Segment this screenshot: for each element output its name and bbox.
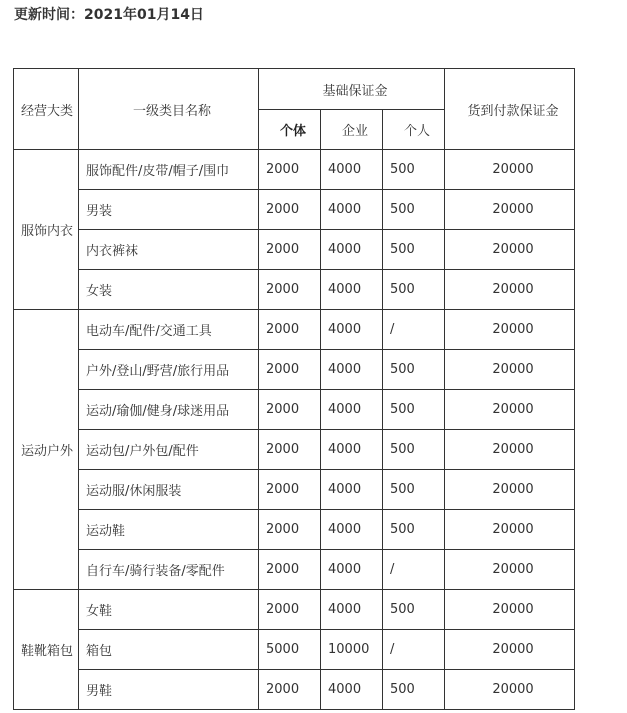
- category-name-cell: 女鞋: [79, 590, 259, 630]
- qiye-deposit-cell: 4000: [321, 310, 383, 350]
- qiye-deposit-cell: 4000: [321, 270, 383, 310]
- table-row: [14, 230, 575, 270]
- geti-deposit-cell: 2000: [259, 190, 321, 230]
- category-name-cell: 自行车/骑行装备/零配件: [79, 550, 259, 590]
- header-cod-deposit: 货到付款保证金: [445, 69, 575, 150]
- geren-deposit-cell: 500: [383, 350, 445, 390]
- cod-deposit-cell: 20000: [445, 430, 575, 470]
- geti-deposit-cell: 2000: [259, 550, 321, 590]
- cod-deposit-cell: 20000: [445, 630, 575, 670]
- table-row: [14, 670, 575, 710]
- cod-deposit-cell: 20000: [445, 190, 575, 230]
- header-qiye: 企业: [321, 110, 383, 150]
- cod-deposit-cell: 20000: [445, 390, 575, 430]
- geti-deposit-cell: 2000: [259, 430, 321, 470]
- header-geren: 个人: [383, 110, 445, 150]
- category-cell: 鞋靴箱包: [14, 590, 79, 710]
- geren-deposit-cell: 500: [383, 430, 445, 470]
- qiye-deposit-cell: 4000: [321, 150, 383, 190]
- cod-deposit-cell: 20000: [445, 230, 575, 270]
- table-row: [14, 390, 575, 430]
- geren-deposit-cell: 500: [383, 190, 445, 230]
- geti-deposit-cell: 2000: [259, 510, 321, 550]
- category-name-cell: 运动鞋: [79, 510, 259, 550]
- geti-deposit-cell: 2000: [259, 390, 321, 430]
- category-name-cell: 运动/瑜伽/健身/球迷用品: [79, 390, 259, 430]
- table-row: [14, 630, 575, 670]
- header-base-deposit: 基础保证金: [259, 69, 445, 110]
- cod-deposit-cell: 20000: [445, 510, 575, 550]
- qiye-deposit-cell: 4000: [321, 230, 383, 270]
- qiye-deposit-cell: 4000: [321, 430, 383, 470]
- geren-deposit-cell: 500: [383, 150, 445, 190]
- cod-deposit-cell: 20000: [445, 270, 575, 310]
- cod-deposit-cell: 20000: [445, 150, 575, 190]
- category-name-cell: 运动包/户外包/配件: [79, 430, 259, 470]
- table-row: [14, 310, 575, 350]
- category-cell: 运动户外: [14, 310, 79, 590]
- table-row: [14, 350, 575, 390]
- category-cell: 服饰内衣: [14, 150, 79, 310]
- header-geti: 个体: [259, 110, 321, 150]
- geren-deposit-cell: 500: [383, 670, 445, 710]
- category-name-cell: 男装: [79, 190, 259, 230]
- table-row: [14, 190, 575, 230]
- update-time: 更新时间：2021年01月14日: [14, 7, 204, 23]
- geti-deposit-cell: 5000: [259, 630, 321, 670]
- category-name-cell: 内衣裤袜: [79, 230, 259, 270]
- geti-deposit-cell: 2000: [259, 230, 321, 270]
- geti-deposit-cell: 2000: [259, 470, 321, 510]
- header-category: 经营大类: [14, 69, 79, 150]
- qiye-deposit-cell: 4000: [321, 190, 383, 230]
- table-row: [14, 550, 575, 590]
- table-row: [14, 470, 575, 510]
- geti-deposit-cell: 2000: [259, 670, 321, 710]
- category-name-cell: 运动服/休闲服装: [79, 470, 259, 510]
- geren-deposit-cell: 500: [383, 230, 445, 270]
- category-name-cell: 女装: [79, 270, 259, 310]
- category-name-cell: 箱包: [79, 630, 259, 670]
- deposit-table: [13, 68, 575, 710]
- category-name-cell: 电动车/配件/交通工具: [79, 310, 259, 350]
- geren-deposit-cell: 500: [383, 510, 445, 550]
- qiye-deposit-cell: 10000: [321, 630, 383, 670]
- geti-deposit-cell: 2000: [259, 590, 321, 630]
- category-name-cell: 户外/登山/野营/旅行用品: [79, 350, 259, 390]
- qiye-deposit-cell: 4000: [321, 390, 383, 430]
- qiye-deposit-cell: 4000: [321, 670, 383, 710]
- cod-deposit-cell: 20000: [445, 550, 575, 590]
- cod-deposit-cell: 20000: [445, 350, 575, 390]
- cod-deposit-cell: 20000: [445, 310, 575, 350]
- qiye-deposit-cell: 4000: [321, 470, 383, 510]
- table-row: [14, 430, 575, 470]
- header-row: [14, 69, 575, 110]
- cod-deposit-cell: 20000: [445, 470, 575, 510]
- cod-deposit-cell: 20000: [445, 670, 575, 710]
- table-row: [14, 590, 575, 630]
- table-row: [14, 150, 575, 190]
- table-row: [14, 270, 575, 310]
- geren-deposit-cell: /: [383, 550, 445, 590]
- qiye-deposit-cell: 4000: [321, 510, 383, 550]
- geren-deposit-cell: /: [383, 310, 445, 350]
- qiye-deposit-cell: 4000: [321, 350, 383, 390]
- category-name-cell: 男鞋: [79, 670, 259, 710]
- geren-deposit-cell: 500: [383, 390, 445, 430]
- geti-deposit-cell: 2000: [259, 310, 321, 350]
- geti-deposit-cell: 2000: [259, 150, 321, 190]
- geren-deposit-cell: /: [383, 630, 445, 670]
- geti-deposit-cell: 2000: [259, 350, 321, 390]
- geren-deposit-cell: 500: [383, 590, 445, 630]
- qiye-deposit-cell: 4000: [321, 550, 383, 590]
- table-row: [14, 510, 575, 550]
- geren-deposit-cell: 500: [383, 470, 445, 510]
- category-name-cell: 服饰配件/皮带/帽子/围巾: [79, 150, 259, 190]
- header-name: 一级类目名称: [79, 69, 259, 150]
- qiye-deposit-cell: 4000: [321, 590, 383, 630]
- geren-deposit-cell: 500: [383, 270, 445, 310]
- geti-deposit-cell: 2000: [259, 270, 321, 310]
- cod-deposit-cell: 20000: [445, 590, 575, 630]
